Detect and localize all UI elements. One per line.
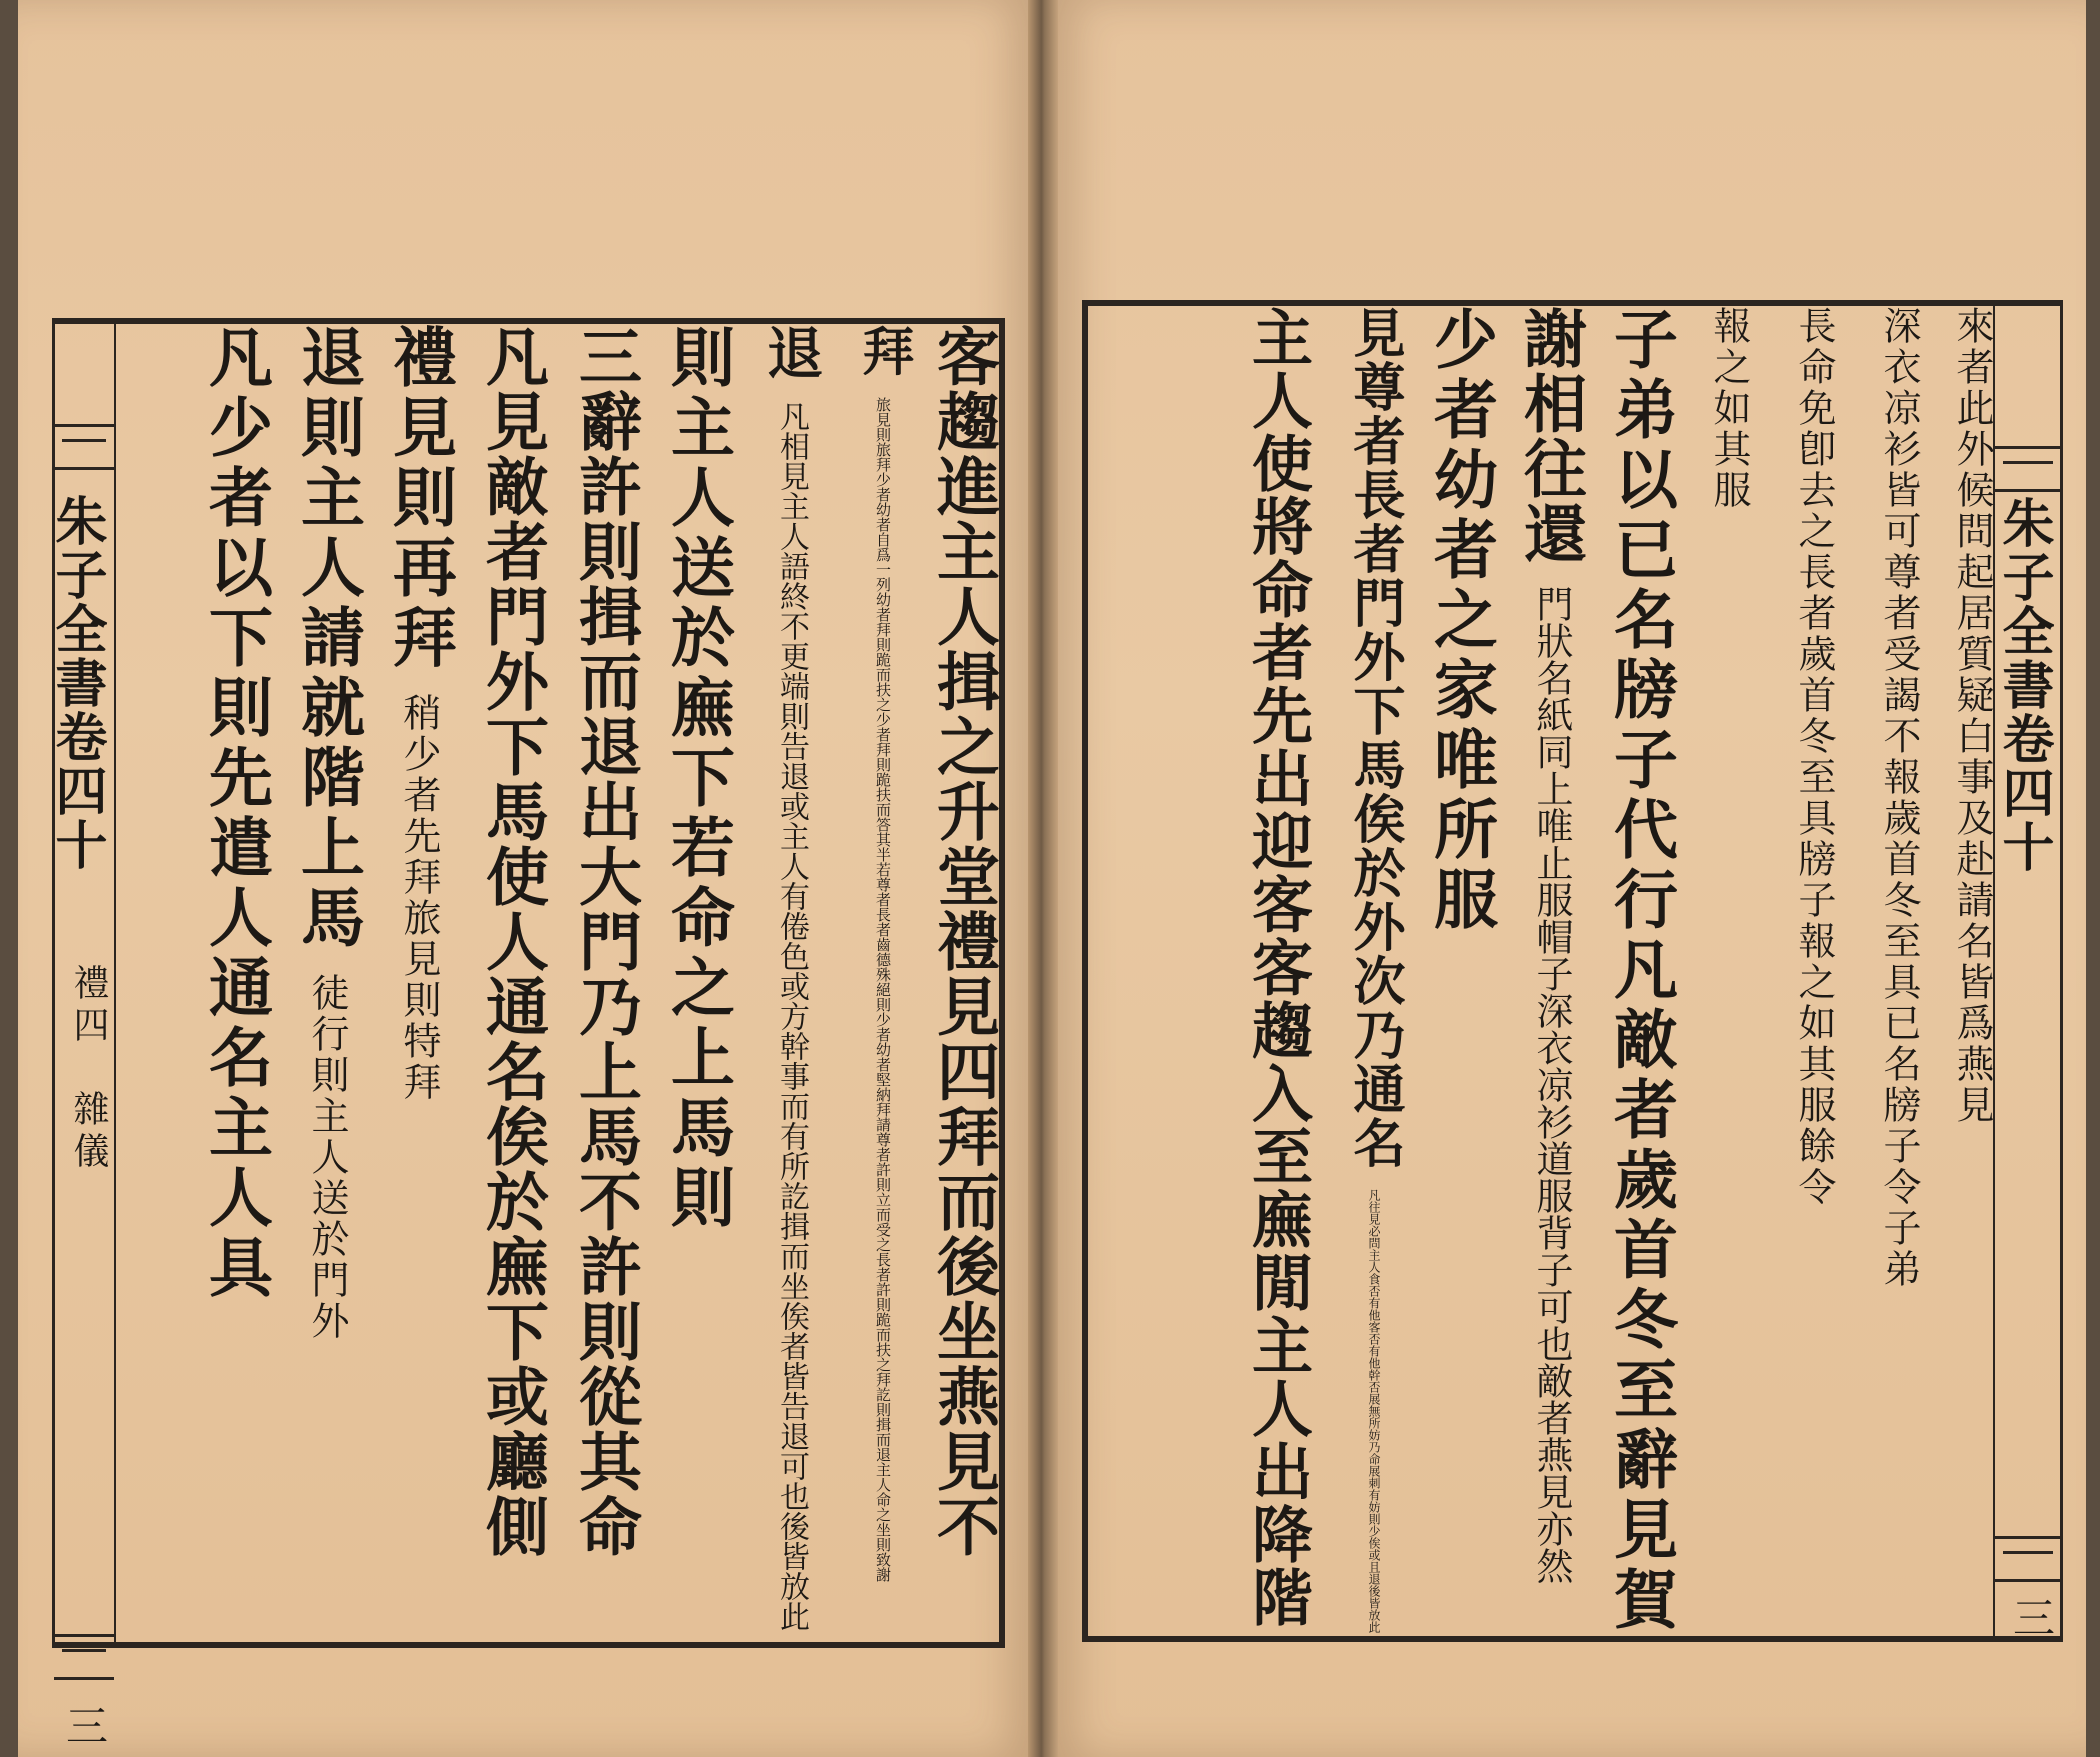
left-banner-page: 三 <box>60 1704 109 1746</box>
right-col-7: 少者幼者之家唯所服 <box>1423 306 1498 936</box>
left-page-frame <box>46 318 1005 1746</box>
left-banner-title: 朱子全書卷四十 <box>46 494 107 872</box>
right-col-2: 深衣凉衫皆可尊者受謁不報歲首冬至具已名牓子令子弟 <box>1877 306 1921 1290</box>
right-col-3: 長命免卽去之長者歲首冬至具牓子報之如其服餘令 <box>1792 306 1836 1208</box>
right-col-4: 報之如其服 <box>1707 306 1751 511</box>
left-banner-section: 禮四 雜儀 <box>68 964 109 1174</box>
left-col-7: 禮見則再拜 稍少者先拜旅見則特拜 <box>382 324 457 1103</box>
right-col-1: 來者此外候問起居質疑白事及赴請名皆爲燕見 <box>1950 306 1994 1126</box>
fishtail-bottom <box>54 1634 114 1680</box>
left-col-5: 三辭許則揖而退出大門乃上馬不許則從其命 <box>569 324 643 1559</box>
left-col-4: 則主人送於廡下若命之上馬則 <box>660 324 735 1234</box>
right-page-frame <box>1082 300 2063 1642</box>
left-col-1: 客趨進主人揖之升堂禮見四拜而後坐燕見不 <box>927 324 1001 1559</box>
fishtail-bottom <box>1995 1536 2061 1582</box>
fishtail-top <box>1995 446 2061 492</box>
left-col-9: 凡少者以下則先遣人通名主人具 <box>198 324 273 1304</box>
right-col-5: 子弟以已名牓子代行凡敵者歲首冬至辭見賀 <box>1603 306 1678 1636</box>
fishtail-top <box>54 424 114 470</box>
right-banner-title: 朱子全書卷四十 <box>1993 496 2054 874</box>
left-col-6: 凡見敵者門外下馬使人通名俟於廡下或廳側 <box>476 324 550 1559</box>
right-col-6: 謝相往還 門狀名紙同上唯止服帽子深衣凉衫道服背子可也敵者燕見亦然 <box>1514 306 1588 1584</box>
right-banner <box>1993 306 2063 1636</box>
left-banner <box>46 324 116 1746</box>
right-col-8: 見尊者長者門外下馬俟於外次乃通名 凡往見必問主人食否有他客否有他幹否展無所妨乃命展刺有妨則少俟或且退後皆放此 <box>1344 306 1405 1633</box>
left-col-8: 退則主人請就階上馬 徒行則主人送於門外 <box>290 324 365 1342</box>
right-col-9: 主人使將命者先出迎客客趨入至廡閒主人出降階 <box>1242 306 1313 1629</box>
book-gutter <box>1028 0 1058 1757</box>
right-banner-page: 三 <box>2007 1596 2056 1638</box>
left-col-2: 拜 旅見則旅拜少者幼者自爲一列幼者拜則跪而扶之少者拜則跪扶而答其半若尊者長者齒德殊絕則少者幼者堅納拜請尊者許則立而受之長者許則跪而扶之拜訖則揖而退主人命之坐則致謝 <box>853 324 914 1582</box>
left-col-3: 退 凡相見主人語終不更端則告退或主人有倦色或方幹事而有所訖揖而坐俟者皆告退可也後皆放此 <box>758 324 824 1631</box>
